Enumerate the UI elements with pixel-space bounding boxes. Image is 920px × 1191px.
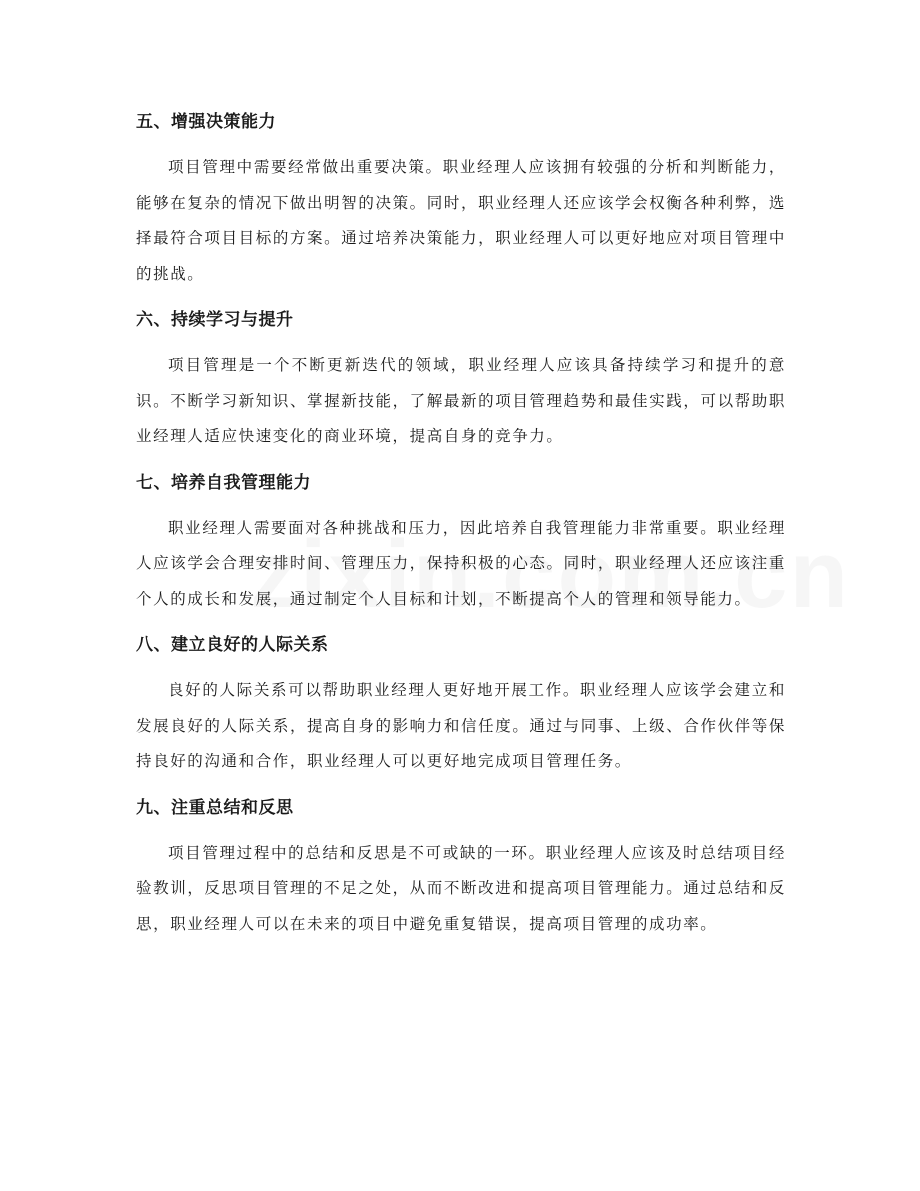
section-5 xyxy=(136,104,786,292)
section-paragraph: 项目管理过程中的总结和反思是不可或缺的一环。职业经理人应该及时总结项目经验教训，反思项目管理的不足之处，从而不断改进和提高项目管理能力。通过总结和反思，职业经理人可以在未来的项目中避免重复错误，提高项目管理的成功率。 xyxy=(136,843,786,933)
section-paragraph: 职业经理人需要面对各种挑战和压力，因此培养自我管理能力非常重要。职业经理人应该学会合理安排时间、管理压力，保持积极的心态。同时，职业经理人还应该注重个人的成长和发展，通过制定个人目标和计划，不断提高个人的管理和领导能力。 xyxy=(136,518,786,608)
section-6 xyxy=(136,302,786,455)
section-heading: 八、建立良好的人际关系 xyxy=(136,635,329,655)
section-7 xyxy=(136,465,786,618)
section-9 xyxy=(136,790,786,943)
section-paragraph: 良好的人际关系可以帮助职业经理人更好地开展工作。职业经理人应该学会建立和发展良好的人际关系，提高自身的影响力和信任度。通过与同事、上级、合作伙伴等保持良好的沟通和合作，职业经理人可以更好地完成项目管理任务。 xyxy=(136,681,786,770)
section-heading: 九、注重总结和反思 xyxy=(136,797,294,818)
section-heading: 七、培养自我管理能力 xyxy=(136,472,311,493)
section-heading: 五、增强决策能力 xyxy=(136,112,276,132)
section-heading: 六、持续学习与提升 xyxy=(136,310,294,330)
section-paragraph: 项目管理中需要经常做出重要决策。职业经理人应该拥有较强的分析和判断能力，能够在复杂的情况下做出明智的决策。同时，职业经理人还应该学会权衡各种利弊，选择最符合项目目标的方案。通过培养决策能力，职业经理人可以更好地应对项目管理中的挑战。 xyxy=(136,158,786,283)
document-body xyxy=(136,104,786,952)
section-8 xyxy=(136,627,786,780)
section-paragraph: 项目管理是一个不断更新迭代的领域，职业经理人应该具备持续学习和提升的意识。不断学习新知识、掌握新技能，了解最新的项目管理趋势和最佳实践，可以帮助职业经理人适应快速变化的商业环境，提高自身的竞争力。 xyxy=(136,356,786,445)
